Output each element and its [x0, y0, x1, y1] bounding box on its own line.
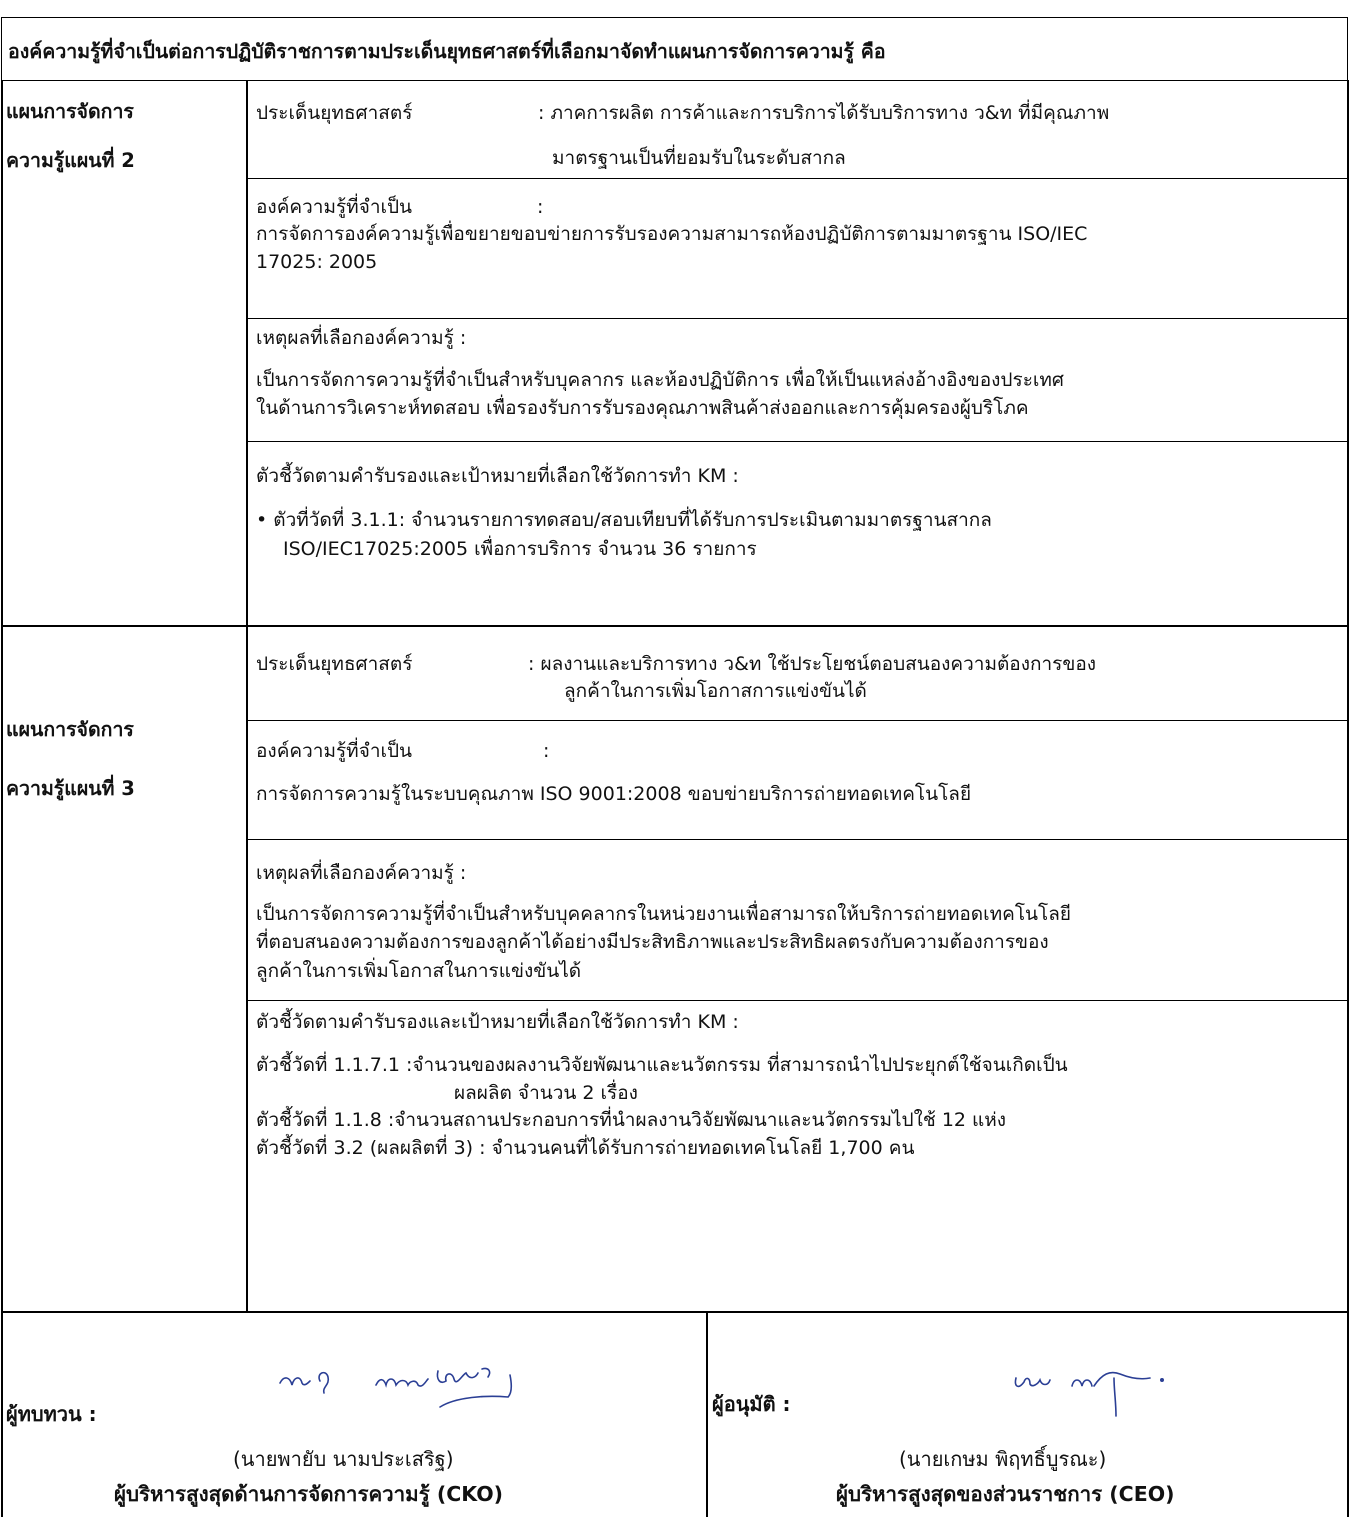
plan2-label-line2: ความรู้แผนที่ 2	[6, 149, 135, 172]
plan3-reason-line1: เป็นการจัดการความรู้ที่จำเป็นสำหรับบุคคลากรในหน่วยงานเพื่อสามารถให้บริการถ่ายทอดเทคโนโลยี	[256, 903, 1072, 925]
plan3-strategy-value-1: : ผลงานและบริการทาง ว&ท ใช้ประโยชน์ตอบสนองความต้องการของ	[528, 653, 1097, 675]
plan2-kpi-label: ตัวชี้วัดตามคำรับรองและเป้าหมายที่เลือกใช้วัดการทำ KM :	[256, 465, 739, 487]
plan3-knowledge-line1: การจัดการความรู้ในระบบคุณภาพ ISO 9001:2008 ขอบข่ายบริการถ่ายทอดเทคโนโลยี	[256, 783, 972, 805]
outer-left-border	[1, 80, 3, 1517]
signature-divider	[706, 1311, 708, 1517]
header-title: องค์ความรู้ที่จำเป็นต่อการปฏิบัติราชการตามประเด็นยุทธศาสตร์ที่เลือกมาจัดทำแผนการจัดการความรู้ คือ	[8, 40, 886, 63]
approver-signature	[1010, 1364, 1210, 1424]
plan3-kpi-line3: ตัวชี้วัดที่ 1.1.8 :จำนวนสถานประกอบการที่นำผลงานวิจัยพัฒนาและนวัตกรรมไปใช้ 12 แห่ง	[256, 1109, 1007, 1131]
plan2-reason-line2: ในด้านการวิเคราะห์ทดสอบ เพื่อรองรับการรับรองคุณภาพสินค้าส่งออกและการคุ้มครองผู้บริโภค	[256, 397, 1029, 419]
reviewer-label: ผู้ทบทวน :	[6, 1402, 97, 1426]
row-divider	[246, 318, 1349, 319]
plan3-strategy-value-2: ลูกค้าในการเพิ่มโอกาสการแข่งขันได้	[564, 680, 867, 702]
plan2-strategy-value-1: : ภาคการผลิต การค้าและการบริการได้รับบริการทาง ว&ท ที่มีคุณภาพ	[538, 102, 1110, 124]
plan3-label-line1: แผนการจัดการ	[6, 718, 134, 741]
plan3-kpi-line2: ผลผลิต จำนวน 2 เรื่อง	[454, 1082, 638, 1104]
approver-label: ผู้อนุมัติ :	[712, 1392, 791, 1416]
plan2-strategy-label: ประเด็นยุทธศาสตร์	[256, 102, 413, 124]
reviewer-title: ผู้บริหารสูงสุดด้านการจัดการความรู้ (CKO)	[114, 1482, 504, 1506]
row-divider	[246, 839, 1349, 840]
row-divider	[246, 720, 1349, 721]
plan2-knowledge-colon: :	[537, 196, 544, 218]
plan2-knowledge-line2: 17025: 2005	[256, 251, 378, 273]
plan3-kpi-line1: ตัวชี้วัดที่ 1.1.7.1 :จำนวนของผลงานวิจัยพัฒนาและนวัตกรรม ที่สามารถนำไปประยุกต์ใช้จนเกิดเป็น	[256, 1054, 1068, 1076]
reviewer-name: (นายพายับ นามประเสริฐ)	[233, 1447, 454, 1471]
plan2-strategy-value-2: มาตรฐานเป็นที่ยอมรับในระดับสากล	[552, 147, 846, 169]
row-divider	[246, 1000, 1349, 1001]
plan3-reason-label: เหตุผลที่เลือกองค์ความรู้ :	[256, 862, 467, 884]
plan3-kpi-line4: ตัวชี้วัดที่ 3.2 (ผลผลิตที่ 3) : จำนวนคนที่ได้รับการถ่ายทอดเทคโนโลยี 1,700 คน	[256, 1137, 915, 1159]
plan3-kpi-label: ตัวชี้วัดตามคำรับรองและเป้าหมายที่เลือกใช้วัดการทำ KM :	[256, 1011, 739, 1033]
label-column-divider	[246, 80, 248, 1312]
plan3-reason-line3: ลูกค้าในการเพิ่มโอกาสในการแข่งขันได้	[256, 960, 582, 982]
approver-title: ผู้บริหารสูงสุดของส่วนราชการ (CEO)	[836, 1482, 1175, 1506]
plan2-kpi-line1: • ตัวที่วัดที่ 3.1.1: จำนวนรายการทดสอบ/สอบเทียบที่ได้รับการประเมินตามมาตรฐานสากล	[256, 509, 992, 531]
plan2-knowledge-line1: การจัดการองค์ความรู้เพื่อขยายขอบข่ายการรับรองความสามารถห้องปฏิบัติการตามมาตรฐาน ISO/IEC	[256, 223, 1088, 245]
signature-separator	[1, 1311, 1349, 1313]
reviewer-signature	[276, 1363, 556, 1425]
plan2-label-line1: แผนการจัดการ	[6, 100, 134, 123]
row-divider	[246, 178, 1349, 179]
plan2-reason-line1: เป็นการจัดการความรู้ที่จำเป็นสำหรับบุคลากร และห้องปฏิบัติการ เพื่อให้เป็นแหล่งอ้างอิงของประเทศ	[256, 369, 1064, 391]
plan3-reason-line2: ที่ตอบสนองความต้องการของลูกค้าได้อย่างมีประสิทธิภาพและประสิทธิผลตรงกับความต้องการของ	[256, 931, 1049, 953]
outer-right-border	[1347, 80, 1349, 1517]
plan2-reason-label: เหตุผลที่เลือกองค์ความรู้ :	[256, 327, 467, 349]
plan3-strategy-label: ประเด็นยุทธศาสตร์	[256, 653, 413, 675]
plan3-knowledge-colon: :	[543, 740, 550, 762]
plan2-knowledge-label: องค์ความรู้ที่จำเป็น	[256, 196, 413, 218]
plan2-kpi-line2: ISO/IEC17025:2005 เพื่อการบริการ จำนวน 36 รายการ	[283, 538, 757, 560]
plan-separator	[1, 625, 1349, 627]
approver-name: (นายเกษม พิฤทธิ์บูรณะ)	[899, 1447, 1107, 1471]
plan3-knowledge-label: องค์ความรู้ที่จำเป็น	[256, 740, 413, 762]
plan3-label-line2: ความรู้แผนที่ 3	[6, 777, 135, 800]
header-row	[1, 17, 1348, 81]
row-divider	[246, 441, 1349, 442]
